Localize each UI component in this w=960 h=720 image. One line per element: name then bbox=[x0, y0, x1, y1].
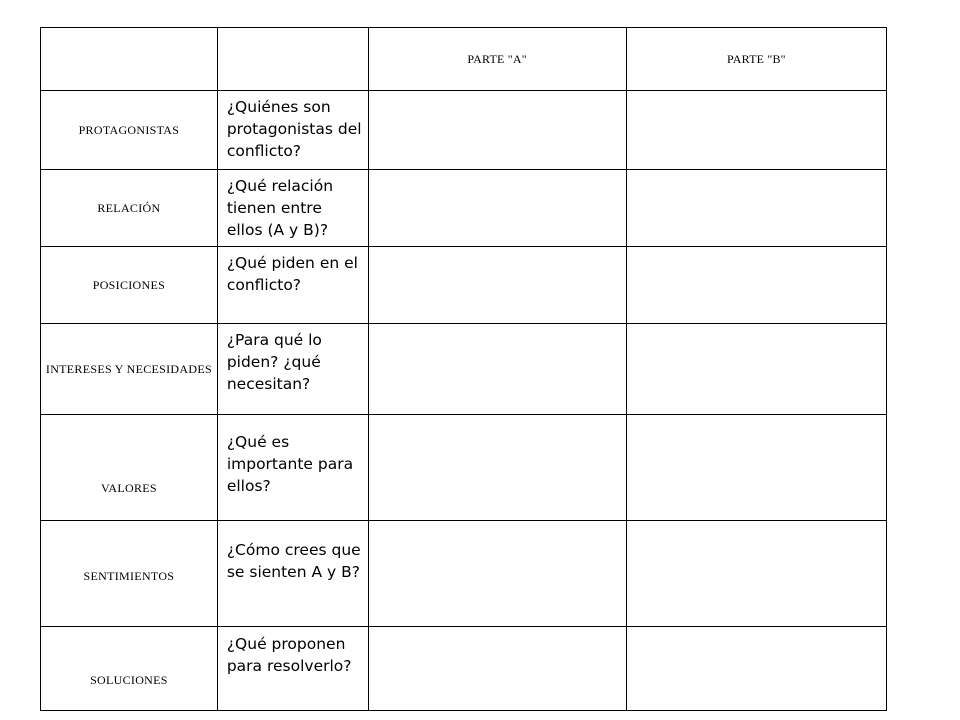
part-b-cell[interactable] bbox=[626, 91, 886, 170]
row-category: PROTAGONISTAS bbox=[41, 91, 218, 170]
part-a-cell[interactable] bbox=[368, 247, 626, 324]
row-question: ¿Cómo crees que se sienten A y B? bbox=[217, 521, 368, 627]
row-question: ¿Qué es importante para ellos? bbox=[217, 415, 368, 521]
table-row bbox=[41, 415, 887, 521]
header-row bbox=[41, 28, 887, 91]
part-b-cell[interactable] bbox=[626, 247, 886, 324]
row-question: ¿Quiénes son protagonistas del conflicto? bbox=[217, 91, 368, 170]
header-part-a: PARTE "A" bbox=[368, 28, 626, 91]
row-question: ¿Qué proponen para resolverlo? bbox=[217, 627, 368, 711]
part-a-cell[interactable] bbox=[368, 91, 626, 170]
row-category: VALORES bbox=[41, 415, 218, 521]
header-part-b: PARTE "B" bbox=[626, 28, 886, 91]
part-a-cell[interactable] bbox=[368, 415, 626, 521]
part-b-cell[interactable] bbox=[626, 324, 886, 415]
row-category: POSICIONES bbox=[41, 247, 218, 324]
part-a-cell[interactable] bbox=[368, 170, 626, 247]
row-category: SOLUCIONES bbox=[41, 627, 218, 711]
row-category: SENTIMIENTOS bbox=[41, 521, 218, 627]
row-category: RELACIÓN bbox=[41, 170, 218, 247]
part-a-cell[interactable] bbox=[368, 324, 626, 415]
part-b-cell[interactable] bbox=[626, 415, 886, 521]
part-a-cell[interactable] bbox=[368, 521, 626, 627]
row-category: INTERESES Y NECESIDADES bbox=[41, 324, 218, 415]
part-b-cell[interactable] bbox=[626, 170, 886, 247]
header-question-cell bbox=[217, 28, 368, 91]
row-question: ¿Para qué lo piden? ¿qué necesitan? bbox=[217, 324, 368, 415]
part-b-cell[interactable] bbox=[626, 521, 886, 627]
conflict-analysis-table bbox=[40, 27, 887, 711]
part-b-cell[interactable] bbox=[626, 627, 886, 711]
table-row bbox=[41, 170, 887, 247]
table-row bbox=[41, 627, 887, 711]
table-row bbox=[41, 91, 887, 170]
table-row bbox=[41, 247, 887, 324]
row-question: ¿Qué piden en el conflicto? bbox=[217, 247, 368, 324]
part-a-cell[interactable] bbox=[368, 627, 626, 711]
table-row bbox=[41, 521, 887, 627]
table-row bbox=[41, 324, 887, 415]
row-question: ¿Qué relación tienen entre ellos (A y B)? bbox=[217, 170, 368, 247]
header-corner-cell bbox=[41, 28, 218, 91]
